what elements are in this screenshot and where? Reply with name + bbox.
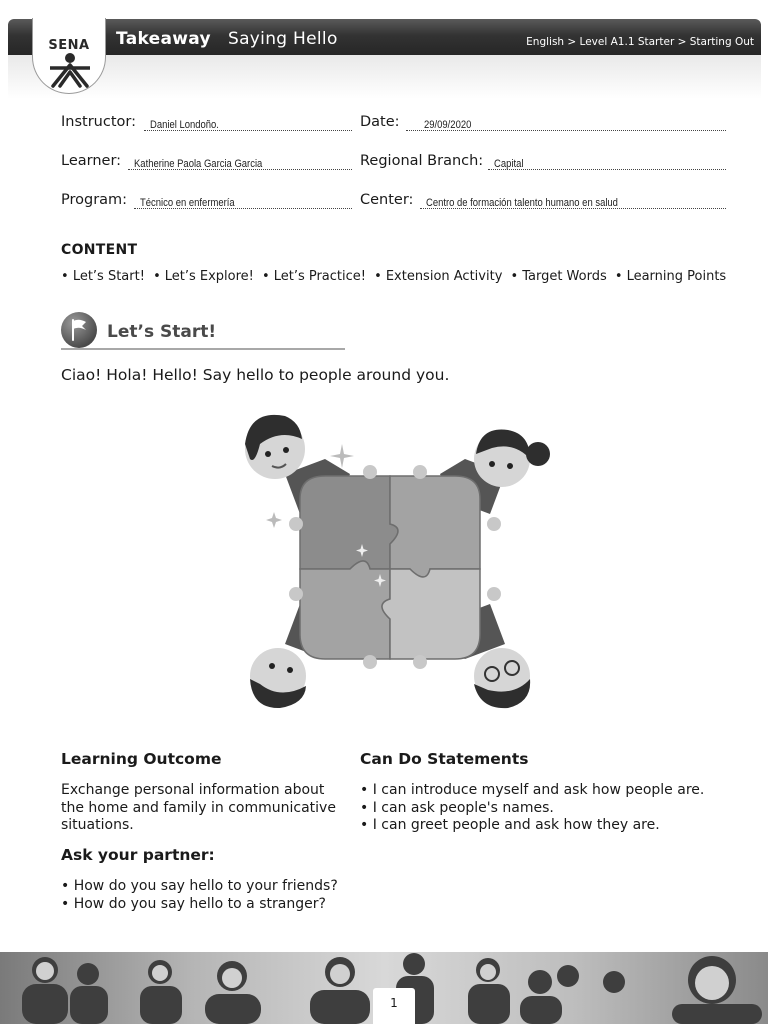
list-item: • How do you say hello to your friends? bbox=[61, 878, 338, 896]
learning-outcome-heading: Learning Outcome bbox=[61, 750, 222, 768]
page-number-box bbox=[373, 988, 415, 1024]
sena-logo-mark-icon bbox=[48, 52, 92, 88]
content-item: Let’s Start! bbox=[72, 269, 145, 284]
content-bullet: • bbox=[153, 269, 161, 284]
logo-text: SENA bbox=[48, 38, 90, 53]
section-title: Let’s Start! bbox=[107, 322, 217, 342]
list-item: • I can introduce myself and ask how people are. bbox=[360, 782, 704, 800]
center-field[interactable] bbox=[420, 193, 726, 209]
page-number: 1 bbox=[390, 996, 398, 1010]
learner-value: Katherine Paola Garcia Garcia bbox=[134, 158, 263, 170]
instructor-label: Instructor: bbox=[61, 114, 136, 130]
list-item: • I can greet people and ask how they are. bbox=[360, 817, 704, 835]
content-item: Let’s Practice! bbox=[273, 269, 366, 284]
regional-branch-label: Regional Branch: bbox=[360, 153, 484, 169]
content-list bbox=[61, 269, 726, 284]
learning-outcome-text: Exchange personal information about the home and family in communicative situations. bbox=[61, 782, 336, 833]
center-label: Center: bbox=[360, 192, 414, 208]
content-bullet: • bbox=[614, 269, 623, 284]
list-item: • How do you say hello to a stranger? bbox=[61, 896, 338, 914]
content-item: Extension Activity bbox=[385, 269, 503, 284]
header-fade bbox=[8, 55, 761, 99]
date-field[interactable] bbox=[406, 115, 726, 131]
content-bullet: • bbox=[262, 269, 270, 284]
center-value: Centro de formación talento humano en salud bbox=[426, 197, 618, 209]
content-bullet: • bbox=[374, 269, 382, 284]
program-value: Técnico en enfermería bbox=[140, 197, 235, 209]
content-bullet: • bbox=[61, 269, 69, 284]
learner-field[interactable] bbox=[128, 154, 352, 170]
people-puzzle-illustration bbox=[230, 404, 560, 714]
content-item: Let’s Explore! bbox=[164, 269, 254, 284]
content-item: Target Words bbox=[522, 269, 607, 284]
content-heading: CONTENT bbox=[61, 242, 138, 258]
section-divider bbox=[61, 348, 345, 350]
can-do-list bbox=[360, 782, 704, 835]
flag-icon bbox=[60, 311, 98, 349]
program-label: Program: bbox=[61, 192, 128, 208]
learner-label: Learner: bbox=[61, 153, 122, 169]
date-value: 29/09/2020 bbox=[424, 119, 472, 131]
list-item: • I can ask people's names. bbox=[360, 800, 704, 818]
instructor-field[interactable] bbox=[144, 115, 352, 131]
breadcrumb: English > Level A1.1 Starter > Starting Out bbox=[526, 36, 754, 48]
content-bullet: • bbox=[510, 269, 519, 284]
content-item: Learning Points bbox=[626, 269, 727, 284]
date-label: Date: bbox=[360, 114, 400, 130]
regional-branch-field[interactable] bbox=[488, 154, 726, 170]
ask-partner-list bbox=[61, 878, 338, 913]
document-subtitle: Saying Hello bbox=[228, 29, 338, 49]
ask-partner-heading: Ask your partner: bbox=[61, 846, 215, 864]
sena-logo bbox=[32, 18, 106, 94]
intro-text: Ciao! Hola! Hello! Say hello to people around you. bbox=[61, 366, 450, 384]
instructor-value: Daniel Londoño. bbox=[150, 119, 219, 131]
program-field[interactable] bbox=[134, 193, 352, 209]
regional-branch-value: Capital bbox=[494, 158, 524, 170]
can-do-heading: Can Do Statements bbox=[360, 750, 529, 768]
document-title: Takeaway bbox=[116, 29, 211, 49]
